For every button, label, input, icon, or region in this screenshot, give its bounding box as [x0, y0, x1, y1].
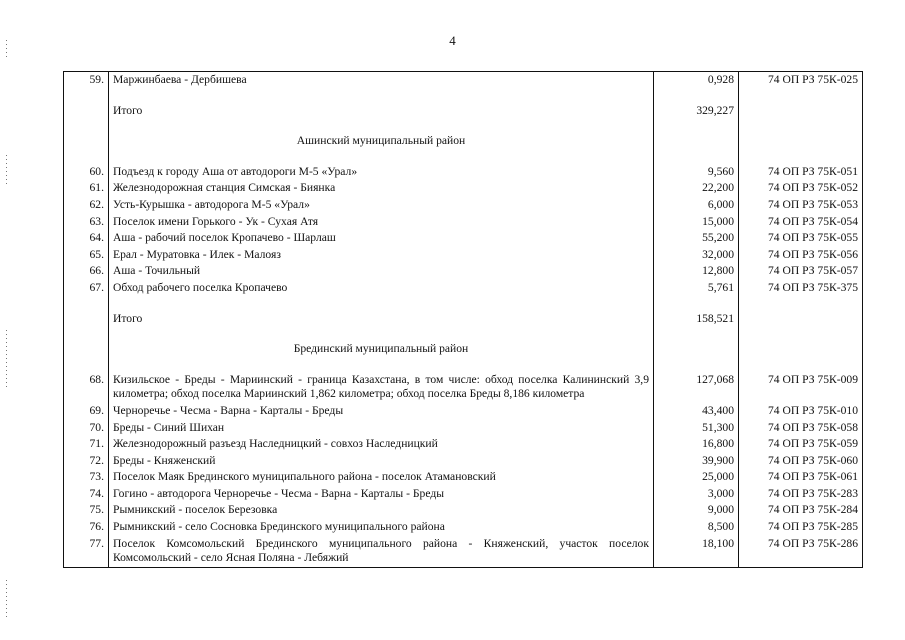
- road-length: 16,800: [654, 436, 739, 453]
- road-code: 74 ОП РЗ 75К-009: [739, 372, 863, 403]
- road-length: 51,300: [654, 420, 739, 437]
- row-number: 61.: [64, 180, 109, 197]
- road-length: 12,800: [654, 263, 739, 280]
- road-row: [64, 436, 863, 453]
- empty-cell: [654, 133, 739, 150]
- road-length: 43,400: [654, 403, 739, 420]
- road-row: [64, 469, 863, 486]
- spacer-cell: [109, 358, 654, 372]
- road-code: 74 ОП РЗ 75К-025: [739, 72, 863, 89]
- road-row: [64, 197, 863, 214]
- road-name: Железнодорожный разъезд Наследницкий - совхоз Наследницкий: [109, 436, 654, 453]
- road-length: 5,761: [654, 280, 739, 297]
- row-number: 68.: [64, 372, 109, 403]
- road-row: [64, 536, 863, 568]
- row-number: 60.: [64, 164, 109, 181]
- total-label: Итого: [109, 103, 654, 120]
- row-number: 77.: [64, 536, 109, 568]
- road-row: [64, 263, 863, 280]
- road-row: [64, 164, 863, 181]
- row-number: 73.: [64, 469, 109, 486]
- empty-cell: [739, 133, 863, 150]
- road-name: Кизильское - Бреды - Мариинский - граница Казахстана, в том числе: обход поселка Калининский 3,9 километра; обход поселка Мариинский 1,862 километра; обход поселка Бреды 8,186 километра: [109, 372, 654, 403]
- road-row: [64, 180, 863, 197]
- row-number: 71.: [64, 436, 109, 453]
- road-length: 39,900: [654, 453, 739, 470]
- road-length: 55,200: [654, 230, 739, 247]
- road-code: 74 ОП РЗ 75К-285: [739, 519, 863, 536]
- spacer-cell: [654, 150, 739, 164]
- row-number: 62.: [64, 197, 109, 214]
- road-code: 74 ОП РЗ 75К-010: [739, 403, 863, 420]
- empty-cell: [64, 133, 109, 150]
- row-number: 74.: [64, 486, 109, 503]
- margin-scan-mark: [6, 155, 7, 185]
- road-code: 74 ОП РЗ 75К-286: [739, 536, 863, 568]
- row-number: 69.: [64, 403, 109, 420]
- road-length: 0,928: [654, 72, 739, 89]
- spacer-row: [64, 119, 863, 133]
- page-number: 4: [449, 33, 456, 48]
- road-length: 8,500: [654, 519, 739, 536]
- road-name: Железнодорожная станция Симская - Биянка: [109, 180, 654, 197]
- spacer-cell: [64, 358, 109, 372]
- road-name: Ерал - Муратовка - Илек - Малояз: [109, 247, 654, 264]
- road-name: Обход рабочего поселка Кропачево: [109, 280, 654, 297]
- spacer-cell: [739, 358, 863, 372]
- row-number: 72.: [64, 453, 109, 470]
- road-length: 32,000: [654, 247, 739, 264]
- road-length: 15,000: [654, 214, 739, 231]
- road-name: Аша - рабочий поселок Кропачево - Шарлаш: [109, 230, 654, 247]
- road-name: Бреды - Синий Шихан: [109, 420, 654, 437]
- road-row: [64, 280, 863, 297]
- spacer-cell: [64, 150, 109, 164]
- empty-cell: [739, 341, 863, 358]
- road-row: [64, 486, 863, 503]
- road-name: Аша - Точильный: [109, 263, 654, 280]
- road-length: 127,068: [654, 372, 739, 403]
- road-name: Усть-Курышка - автодорога М-5 «Урал»: [109, 197, 654, 214]
- empty-cell: [64, 311, 109, 328]
- road-length: 6,000: [654, 197, 739, 214]
- spacer-cell: [654, 89, 739, 103]
- spacer-cell: [64, 327, 109, 341]
- row-number: 75.: [64, 502, 109, 519]
- total-label: Итого: [109, 311, 654, 328]
- road-length: 9,000: [654, 502, 739, 519]
- spacer-cell: [109, 89, 654, 103]
- roads-registry-table: [63, 71, 863, 568]
- road-code: 74 ОП РЗ 75К-059: [739, 436, 863, 453]
- road-row: [64, 502, 863, 519]
- road-name: Рымникский - село Сосновка Брединского муниципального района: [109, 519, 654, 536]
- road-code: 74 ОП РЗ 75К-053: [739, 197, 863, 214]
- registry-table-body: [64, 72, 863, 568]
- district-heading-row: [64, 341, 863, 358]
- spacer-cell: [109, 150, 654, 164]
- total-value: 158,521: [654, 311, 739, 328]
- road-code: 74 ОП РЗ 75К-058: [739, 420, 863, 437]
- road-name: Поселок Маяк Брединского муниципального района - поселок Атамановский: [109, 469, 654, 486]
- district-heading-row: [64, 133, 863, 150]
- row-number: 65.: [64, 247, 109, 264]
- empty-cell: [654, 341, 739, 358]
- spacer-row: [64, 89, 863, 103]
- margin-scan-mark: [6, 40, 7, 58]
- spacer-row: [64, 150, 863, 164]
- road-code: 74 ОП РЗ 75К-284: [739, 502, 863, 519]
- spacer-cell: [109, 119, 654, 133]
- road-length: 18,100: [654, 536, 739, 568]
- margin-scan-mark: [6, 330, 7, 390]
- total-row: [64, 311, 863, 328]
- road-code: 74 ОП РЗ 75К-056: [739, 247, 863, 264]
- road-row: [64, 420, 863, 437]
- road-row: [64, 372, 863, 403]
- road-name: Маржинбаева - Дербишева: [109, 72, 654, 89]
- road-code: 74 ОП РЗ 75К-061: [739, 469, 863, 486]
- district-heading: Брединский муниципальный район: [109, 341, 654, 358]
- road-length: 9,560: [654, 164, 739, 181]
- row-number: 70.: [64, 420, 109, 437]
- road-row: [64, 453, 863, 470]
- spacer-row: [64, 358, 863, 372]
- margin-scan-mark: [6, 580, 7, 620]
- spacer-cell: [739, 119, 863, 133]
- spacer-cell: [109, 327, 654, 341]
- road-row: [64, 247, 863, 264]
- spacer-cell: [654, 358, 739, 372]
- spacer-cell: [739, 89, 863, 103]
- road-code: 74 ОП РЗ 75К-054: [739, 214, 863, 231]
- road-row: [64, 72, 863, 89]
- road-length: 25,000: [654, 469, 739, 486]
- spacer-row: [64, 297, 863, 311]
- spacer-cell: [654, 327, 739, 341]
- road-code: 74 ОП РЗ 75К-052: [739, 180, 863, 197]
- road-code: 74 ОП РЗ 75К-051: [739, 164, 863, 181]
- road-name: Бреды - Княженский: [109, 453, 654, 470]
- district-heading: Ашинский муниципальный район: [109, 133, 654, 150]
- empty-cell: [739, 311, 863, 328]
- road-code: 74 ОП РЗ 75К-055: [739, 230, 863, 247]
- row-number: 67.: [64, 280, 109, 297]
- spacer-cell: [739, 150, 863, 164]
- spacer-cell: [64, 89, 109, 103]
- road-name: Поселок имени Горького - Ук - Сухая Атя: [109, 214, 654, 231]
- spacer-cell: [739, 297, 863, 311]
- total-row: [64, 103, 863, 120]
- road-name: Подъезд к городу Аша от автодороги М-5 «Урал»: [109, 164, 654, 181]
- road-code: 74 ОП РЗ 75К-060: [739, 453, 863, 470]
- road-code: 74 ОП РЗ 75К-057: [739, 263, 863, 280]
- road-row: [64, 230, 863, 247]
- road-length: 22,200: [654, 180, 739, 197]
- row-number: 66.: [64, 263, 109, 280]
- road-name: Гогино - автодорога Черноречье - Чесма - Варна - Карталы - Бреды: [109, 486, 654, 503]
- road-length: 3,000: [654, 486, 739, 503]
- row-number: 63.: [64, 214, 109, 231]
- road-name: Поселок Комсомольский Брединского муниципального района - Княженский, участок поселок Комсомольский - село Ясная Поляна - Лебяжий: [109, 536, 654, 568]
- road-name: Черноречье - Чесма - Варна - Карталы - Бреды: [109, 403, 654, 420]
- road-code: 74 ОП РЗ 75К-283: [739, 486, 863, 503]
- empty-cell: [739, 103, 863, 120]
- total-value: 329,227: [654, 103, 739, 120]
- road-code: 74 ОП РЗ 75К-375: [739, 280, 863, 297]
- road-row: [64, 403, 863, 420]
- row-number: 76.: [64, 519, 109, 536]
- road-name: Рымникский - поселок Березовка: [109, 502, 654, 519]
- spacer-cell: [64, 297, 109, 311]
- spacer-cell: [739, 327, 863, 341]
- empty-cell: [64, 103, 109, 120]
- spacer-cell: [654, 119, 739, 133]
- road-row: [64, 519, 863, 536]
- road-row: [64, 214, 863, 231]
- spacer-cell: [109, 297, 654, 311]
- spacer-cell: [654, 297, 739, 311]
- spacer-cell: [64, 119, 109, 133]
- row-number: 64.: [64, 230, 109, 247]
- spacer-row: [64, 327, 863, 341]
- row-number: 59.: [64, 72, 109, 89]
- empty-cell: [64, 341, 109, 358]
